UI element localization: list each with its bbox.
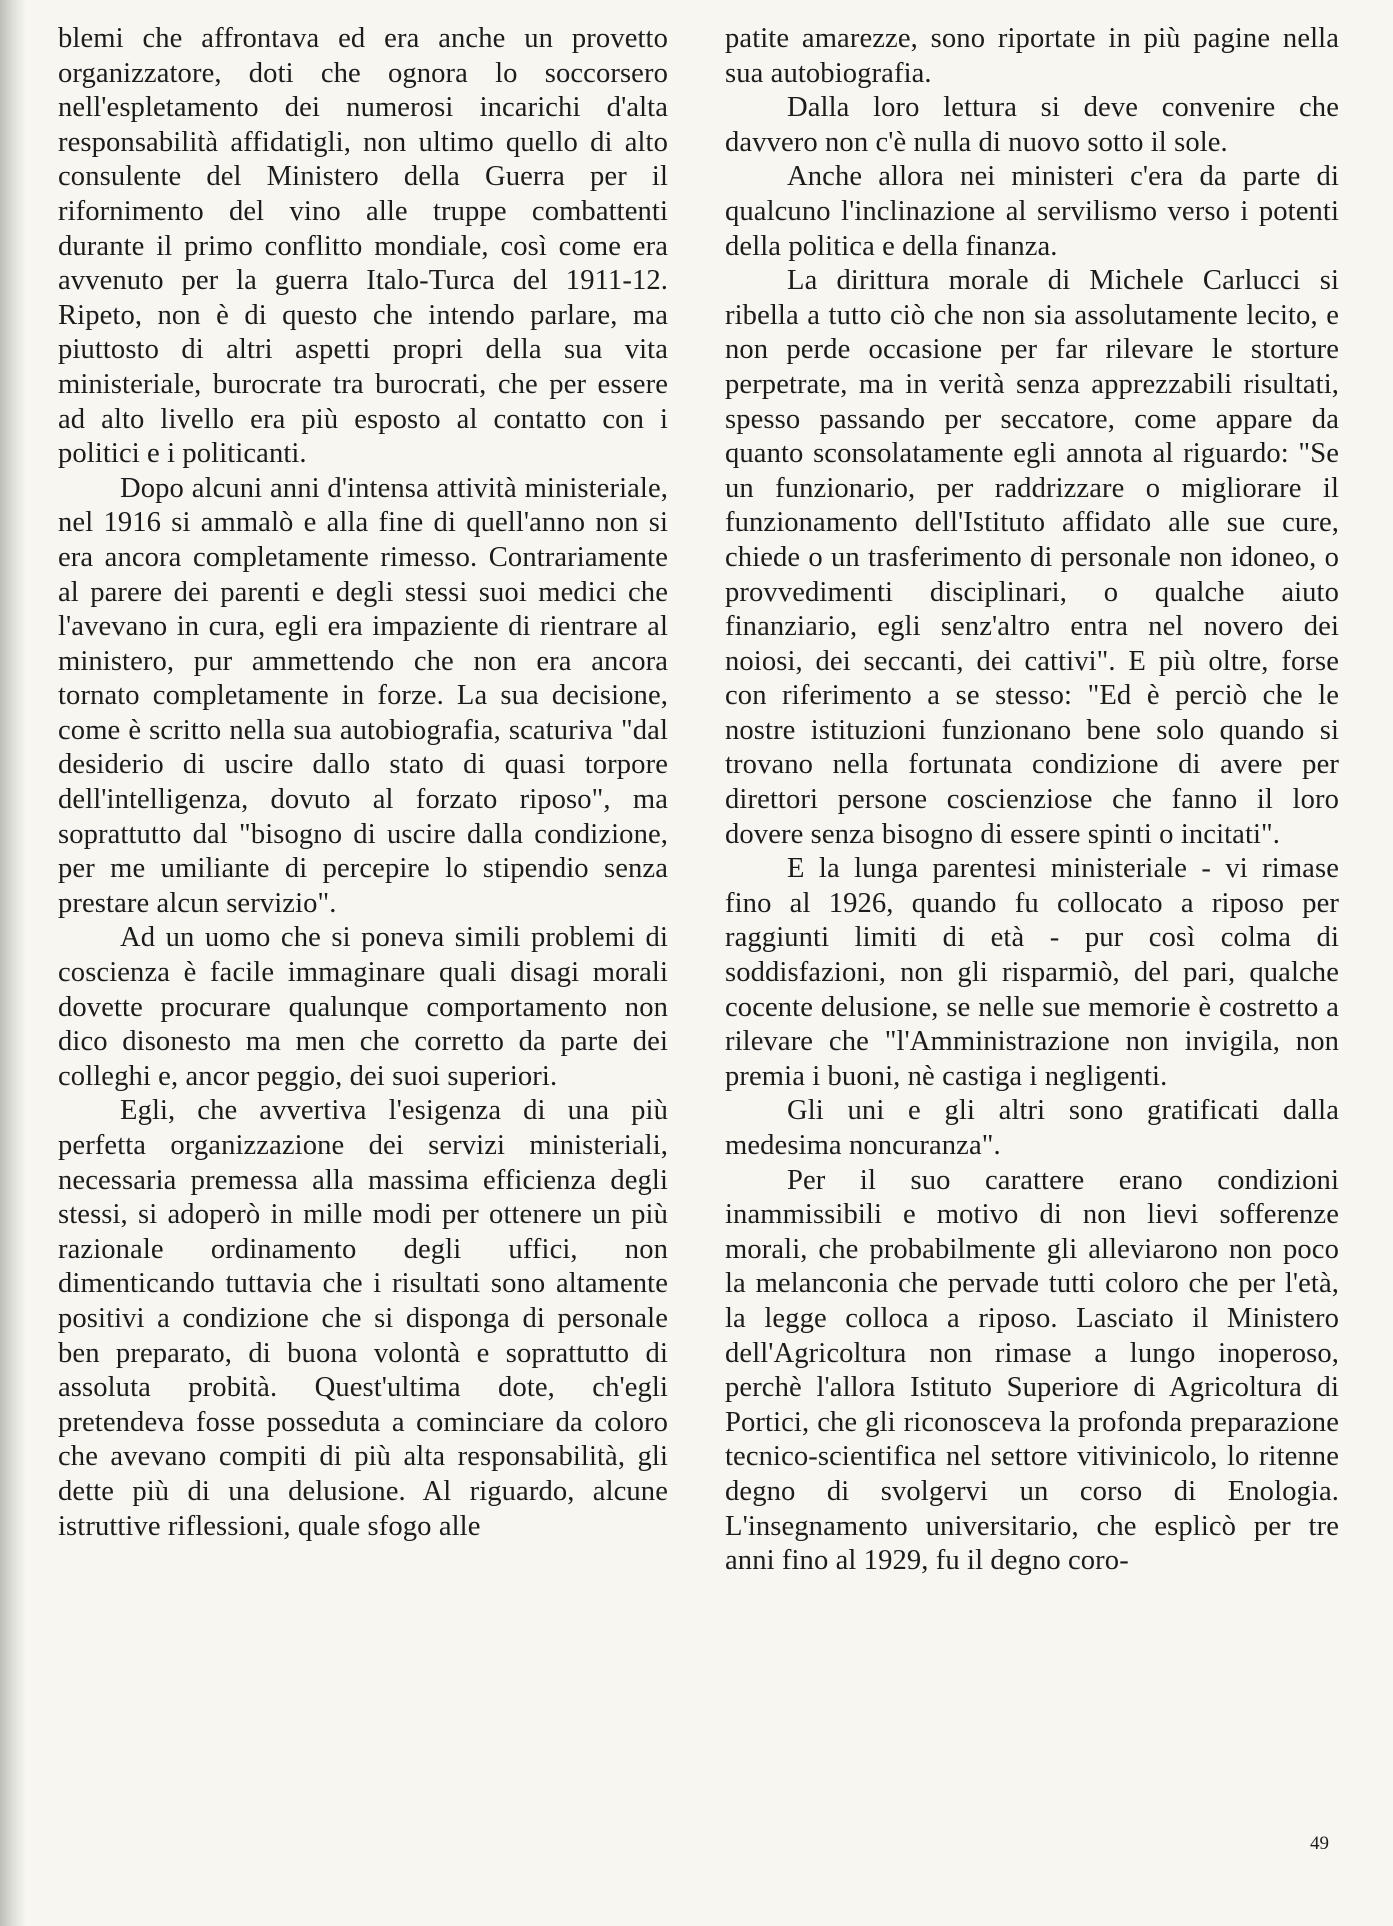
paragraph: E la lunga parentesi ministeriale - vi rimase fino al 1926, quando fu collocato a riposo per raggiunti limiti di età - pur così colma di soddisfazioni, non gli risparmiò, del pari, qualche cocente delusione, se nelle sue memorie è costretto a rilevare che "l'Amministrazione non invigila, non premia i buoni, nè castiga i negligenti. xyxy=(725,853,1339,1092)
page-number: 49 xyxy=(1310,1833,1329,1854)
left-text-column xyxy=(58,22,668,1544)
book-spine-shadow xyxy=(0,0,26,1926)
paragraph: Anche allora nei ministeri c'era da parte di qualcuno l'inclinazione al servilismo verso i potenti della politica e della finanza. xyxy=(725,161,1339,262)
paragraph: Egli, che avvertiva l'esigenza di una più perfetta organizzazione dei servizi ministeriali, necessaria premessa alla massima efficienza degli stessi, si adoperò in mille modi per ottenere un più razionale ordinamento degli uffici, non dimenticando tuttavia che i risultati sono altamente positivi a condizione che si disponga di personale ben preparato, di buona volontà e soprattutto di assoluta probità. Quest'ultima dote, ch'egli pretendeva fosse posseduta a cominciare da coloro che avevano compiti di più alta responsabilità, gli dette più di una delusione. Al riguardo, alcune istruttive riflessioni, quale sfogo alle xyxy=(58,1095,668,1542)
paragraph: blemi che affrontava ed era anche un provetto organizzatore, doti che ognora lo soccorsero nell'espletamento dei numerosi incarichi d'alta responsabilità affidatigli, non ultimo quello di alto consulente del Ministero della Guerra per il rifornimento del vino alle truppe combattenti durante il primo conflitto mondiale, così come era avvenuto per la guerra Italo-Turca del 1911-12. Ripeto, non è di questo che intendo parlare, ma piuttosto di altri aspetti propri della sua vita ministeriale, burocrate tra burocrati, che per essere ad alto livello era più esposto al contatto con i politici e i politicanti. xyxy=(58,23,668,470)
right-text-column xyxy=(725,22,1339,1579)
paragraph: Gli uni e gli altri sono gratificati dalla medesima noncuranza". xyxy=(725,1095,1339,1161)
paragraph: patite amarezze, sono riportate in più pagine nella sua autobiografia. xyxy=(725,23,1339,89)
paragraph: Dopo alcuni anni d'intensa attività ministeriale, nel 1916 si ammalò e alla fine di quell'anno non si era ancora completamente rimesso. Contrariamente al parere dei parenti e degli stessi suoi medici che l'avevano in cura, egli era impaziente di rientrare al ministero, pur ammettendo che non era ancora tornato completamente in forze. La sua decisione, come è scritto nella sua autobiografia, scaturiva "dal desiderio di uscire dallo stato di quasi torpore dell'intelligenza, dovuto al forzato riposo", ma soprattutto dal "bisogno di uscire dalla condizione, per me umiliante di percepire lo stipendio senza prestare alcun servizio". xyxy=(58,472,668,919)
paragraph: Dalla loro lettura si deve convenire che davvero non c'è nulla di nuovo sotto il sole. xyxy=(725,92,1339,158)
paragraph: Ad un uomo che si poneva simili problemi di coscienza è facile immaginare quali disagi morali dovette procurare qualunque comportamento non dico disonesto ma men che corretto da parte dei colleghi e, ancor peggio, dei suoi superiori. xyxy=(58,922,668,1092)
paragraph: Per il suo carattere erano condizioni inammissibili e motivo di non lievi sofferenze morali, che probabilmente gli alleviarono non poco la melanconia che pervade tutti coloro che per l'età, la legge colloca a riposo. Lasciato il Ministero dell'Agricoltura non rimase a lungo inoperoso, perchè l'allora Istituto Superiore di Agricoltura di Portici, che gli riconosceva la profonda preparazione tecnico-scientifica nel settore vitivinicolo, lo ritenne degno di svolgervi un corso di Enologia. L'insegnamento universitario, che esplicò per tre anni fino al 1929, fu il degno coro- xyxy=(725,1164,1339,1577)
paragraph: La dirittura morale di Michele Carlucci si ribella a tutto ciò che non sia assolutamente lecito, e non perde occasione per far rilevare le storture perpetrate, ma in verità senza apprezzabili risultati, spesso passando per seccatore, come appare da quanto sconsolatamente egli annota al riguardo: "Se un funzionario, per raddrizzare o migliorare il funzionamento dell'Istituto affidato alle sue cure, chiede o un trasferimento di personale non idoneo, o provvedimenti disciplinari, o qualche aiuto finanziario, egli senz'altro entra nel novero dei noiosi, dei seccanti, dei cattivi". E più oltre, forse con riferimento a se stesso: "Ed è perciò che le nostre istituzioni funzionano bene solo quando si trovano nella fortunata condizione di avere per direttori persone coscienziose che fanno il loro dovere senza bisogno di essere spinti o incitati". xyxy=(725,265,1339,850)
